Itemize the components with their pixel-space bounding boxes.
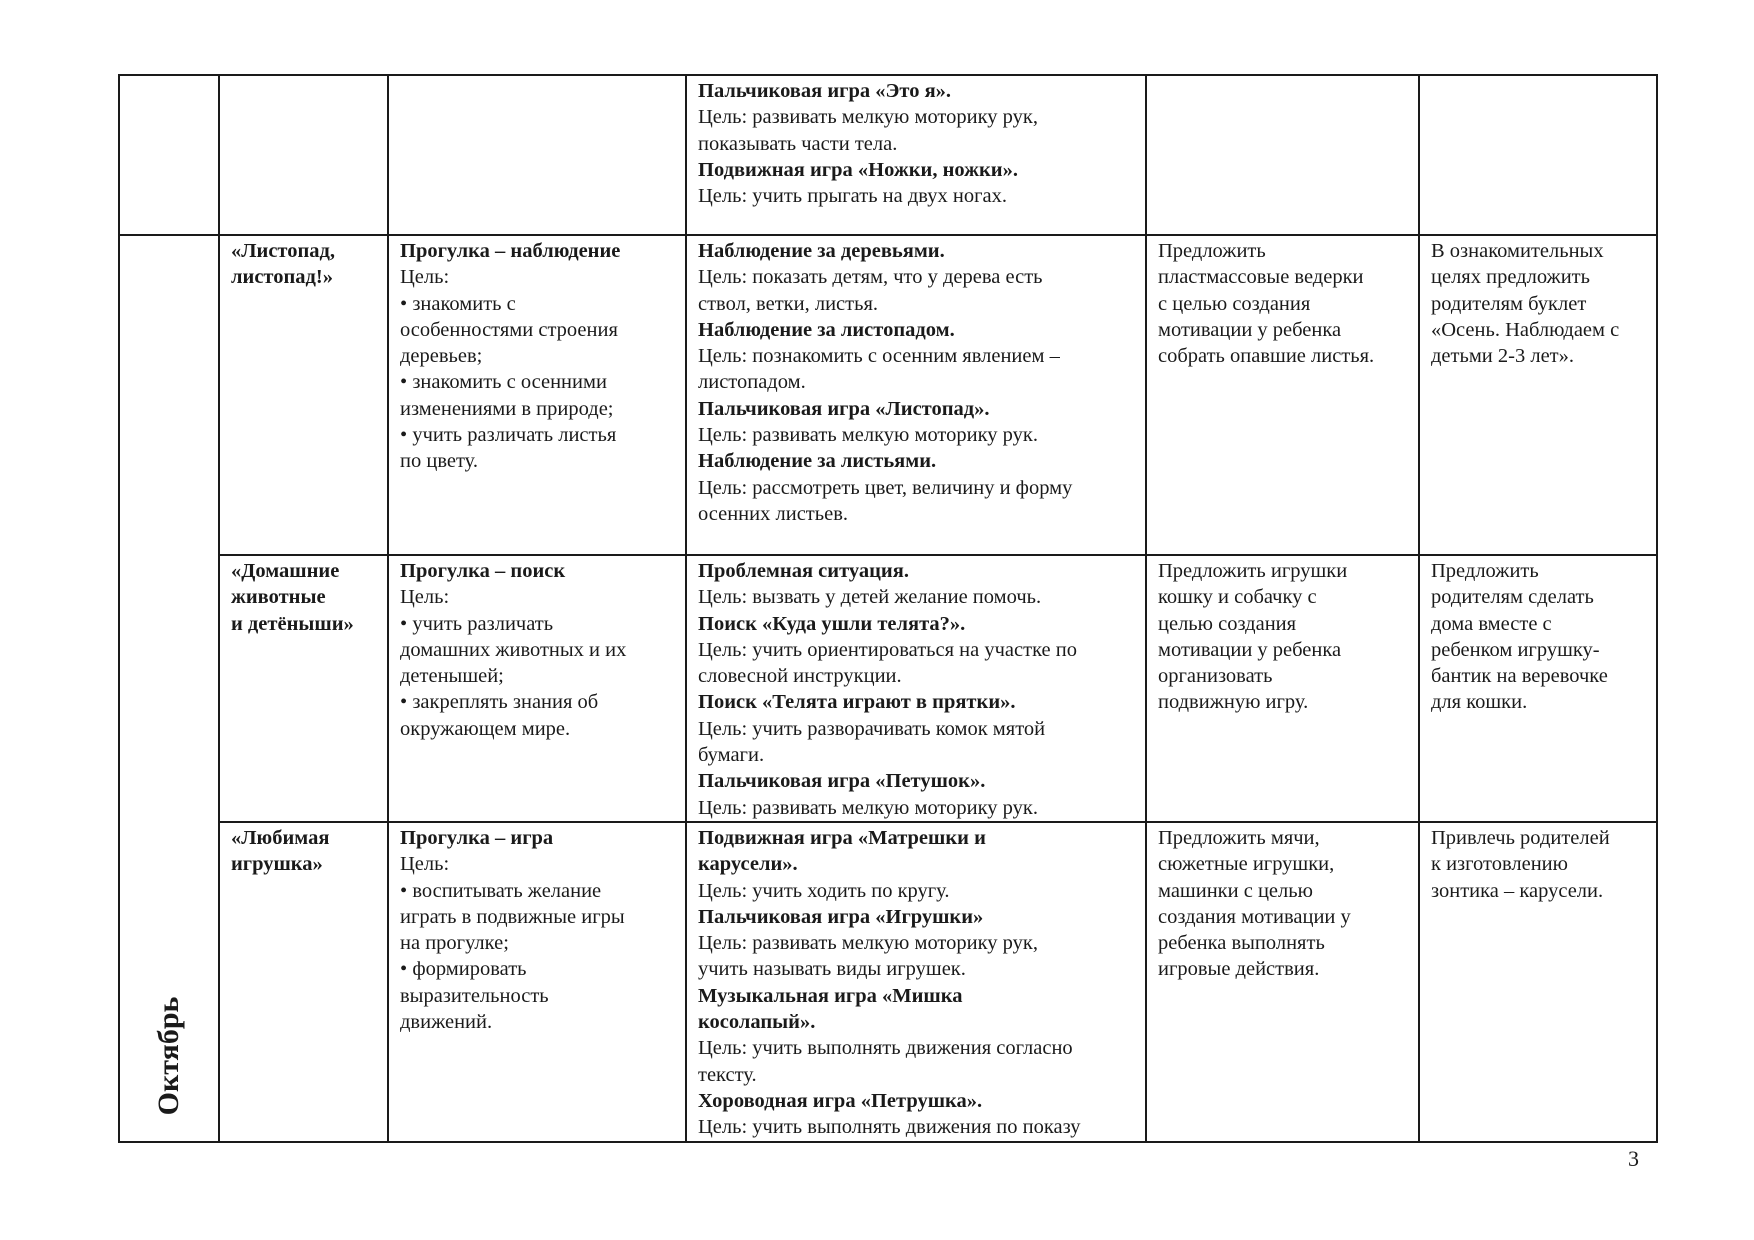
activity-goal: Цель: учить выполнять движения по показу	[698, 1116, 1081, 1139]
form-cell	[388, 822, 686, 1142]
activities-cell	[686, 555, 1146, 822]
activity-goal: Цель: рассмотреть цвет, величину и форму	[698, 476, 1073, 499]
theme-line: «Любимая	[231, 826, 330, 849]
parents-line: Привлечь родителей	[1431, 826, 1610, 849]
theme-line: игрушка»	[231, 853, 323, 876]
goal-item: детенышей;	[400, 665, 504, 688]
activity-title: Подвижная игра «Ножки, ножки».	[698, 158, 1018, 181]
goal-label: Цель:	[400, 586, 450, 609]
goal-item: деревьев;	[400, 345, 483, 368]
goal-item: • учить различать листья	[400, 422, 679, 448]
parents-line: к изготовлению	[1431, 853, 1568, 876]
activity-title: карусели».	[698, 853, 798, 876]
activity-goal: Цель: учить ориентироваться на участке по	[698, 638, 1077, 661]
environment-line: организовать	[1158, 665, 1273, 688]
form-cell	[388, 235, 686, 555]
environment-line: мотивации у ребенка	[1158, 638, 1342, 661]
parents-line: целях предложить	[1431, 266, 1590, 289]
goal-item: • воспитывать желание	[400, 878, 679, 904]
goal-item: движений.	[400, 1011, 493, 1034]
goal-label: Цель:	[400, 853, 450, 876]
activity-goal: Цель: познакомить с осенним явлением –	[698, 345, 1060, 368]
activity-title: Поиск «Куда ушли телята?».	[698, 612, 966, 635]
activity-title: Пальчиковая игра «Это я».	[698, 80, 952, 102]
environment-line: пластмассовые ведерки	[1158, 266, 1364, 289]
activity-goal: осенних листьев.	[698, 502, 849, 525]
page-number: 3	[1628, 1146, 1639, 1171]
activity-goal: Цель: развивать мелкую моторику рук.	[698, 796, 1038, 819]
parents-cell	[1419, 235, 1657, 555]
activity-goal: Цель: учить разворачивать комок мятой	[698, 717, 1046, 740]
goal-item: • знакомить с осенними	[400, 369, 679, 395]
parents-line: бантик на веревочке	[1431, 665, 1608, 688]
form-title: Прогулка – наблюдение	[400, 240, 621, 262]
theme-line: «Домашние	[231, 560, 340, 582]
activity-goal: тексту.	[698, 1063, 757, 1086]
parents-line: дома вместе с	[1431, 612, 1552, 635]
parents-line: детьми 2-3 лет».	[1431, 345, 1575, 368]
goal-item: на прогулке;	[400, 932, 509, 955]
environment-line: игровые действия.	[1158, 958, 1320, 981]
theme-cell	[219, 822, 388, 1142]
environment-cell	[1146, 75, 1419, 235]
parents-line: ребенком игрушку-	[1431, 638, 1600, 661]
form-cell	[388, 75, 686, 235]
theme-line: «Листопад,	[231, 240, 336, 262]
activity-title: Поиск «Телята играют в прятки».	[698, 691, 1016, 714]
activity-goal: показывать части тела.	[698, 132, 898, 155]
activity-goal: Цель: учить прыгать на двух ногах.	[698, 185, 1008, 208]
parents-line: «Осень. Наблюдаем с	[1431, 318, 1620, 341]
activity-title: косолапый».	[698, 1011, 816, 1034]
environment-line: машинки с целью	[1158, 879, 1313, 902]
activity-goal: Цель: учить ходить по кругу.	[698, 879, 950, 902]
environment-cell	[1146, 235, 1419, 555]
environment-line: с целью создания	[1158, 292, 1311, 315]
environment-line: Предложить мячи,	[1158, 826, 1320, 849]
goal-item: особенностями строения	[400, 318, 618, 341]
theme-cell	[219, 235, 388, 555]
activity-title: Музыкальная игра «Мишка	[698, 984, 963, 1007]
activity-title: Пальчиковая игра «Петушок».	[698, 770, 986, 793]
environment-line: Предложить	[1158, 240, 1266, 262]
activity-title: Пальчиковая игра «Игрушки»	[698, 905, 984, 928]
theme-line: животные	[231, 586, 326, 609]
activity-title: Проблемная ситуация.	[698, 560, 909, 582]
parents-line: для кошки.	[1431, 691, 1528, 714]
goal-item: изменениями в природе;	[400, 397, 614, 420]
plan-table	[118, 74, 1658, 1143]
goal-item: играть в подвижные игры	[400, 905, 625, 928]
activity-goal: Цель: развивать мелкую моторику рук,	[698, 106, 1038, 129]
parents-cell	[1419, 555, 1657, 822]
table-row	[119, 235, 1657, 555]
parents-line: родителям сделать	[1431, 586, 1594, 609]
environment-line: создания мотивации у	[1158, 905, 1351, 928]
parents-line: В ознакомительных	[1431, 240, 1604, 262]
environment-line: ребенка выполнять	[1158, 932, 1325, 955]
goal-item: окружающем мире.	[400, 717, 571, 740]
table-row	[119, 75, 1657, 235]
environment-line: целью создания	[1158, 612, 1297, 635]
table-row	[119, 555, 1657, 822]
activity-goal: Цель: учить выполнять движения согласно	[698, 1037, 1073, 1060]
goal-item: • учить различать	[400, 611, 679, 637]
theme-cell	[219, 75, 388, 235]
goal-label: Цель:	[400, 266, 450, 289]
theme-cell	[219, 555, 388, 822]
environment-line: сюжетные игрушки,	[1158, 853, 1335, 876]
goal-item: выразительность	[400, 984, 549, 1007]
activities-cell	[686, 75, 1146, 235]
parents-line: зонтика – карусели.	[1431, 879, 1604, 902]
activity-goal: словесной инструкции.	[698, 665, 902, 688]
month-cell	[119, 235, 219, 1142]
environment-line: подвижную игру.	[1158, 691, 1309, 714]
activity-title: Пальчиковая игра «Листопад».	[698, 397, 990, 420]
parents-cell	[1419, 75, 1657, 235]
environment-line: собрать опавшие листья.	[1158, 345, 1375, 368]
goal-item: • формировать	[400, 956, 679, 982]
activity-goal: ствол, ветки, листья.	[698, 292, 879, 315]
theme-line: и детёныши»	[231, 612, 354, 635]
activity-title: Наблюдение за деревьями.	[698, 240, 945, 262]
activities-cell	[686, 822, 1146, 1142]
environment-line: Предложить игрушки	[1158, 560, 1348, 582]
activity-goal: листопадом.	[698, 371, 806, 394]
activity-goal: бумаги.	[698, 744, 765, 767]
activity-goal: учить называть виды игрушек.	[698, 958, 966, 981]
environment-cell	[1146, 555, 1419, 822]
environment-cell	[1146, 822, 1419, 1142]
goal-item: • закреплять знания об	[400, 689, 679, 715]
activity-title: Хороводная игра «Петрушка».	[698, 1089, 983, 1112]
month-cell-empty	[119, 75, 219, 235]
goal-item: по цвету.	[400, 450, 478, 473]
goal-item: домашних животных и их	[400, 638, 627, 661]
activity-title: Наблюдение за листопадом.	[698, 318, 955, 341]
activities-cell	[686, 235, 1146, 555]
activity-goal: Цель: показать детям, что у дерева есть	[698, 266, 1043, 289]
parents-line: родителям буклет	[1431, 292, 1587, 315]
table-row	[119, 822, 1657, 1142]
environment-line: мотивации у ребенка	[1158, 318, 1342, 341]
parents-line: Предложить	[1431, 560, 1539, 582]
activity-goal: Цель: развивать мелкую моторику рук.	[698, 424, 1038, 447]
parents-cell	[1419, 822, 1657, 1142]
activity-title: Подвижная игра «Матрешки и	[698, 826, 986, 849]
activity-title: Наблюдение за листьями.	[698, 450, 937, 473]
form-cell	[388, 555, 686, 822]
form-title: Прогулка – поиск	[400, 560, 566, 582]
activity-goal: Цель: вызвать у детей желание помочь.	[698, 586, 1042, 609]
form-title: Прогулка – игра	[400, 826, 554, 849]
activity-goal: Цель: развивать мелкую моторику рук,	[698, 932, 1038, 955]
theme-line: листопад!»	[231, 266, 333, 289]
environment-line: кошку и собачку с	[1158, 586, 1317, 609]
month-label: Октябрь	[152, 996, 185, 1115]
goal-item: • знакомить с	[400, 291, 679, 317]
